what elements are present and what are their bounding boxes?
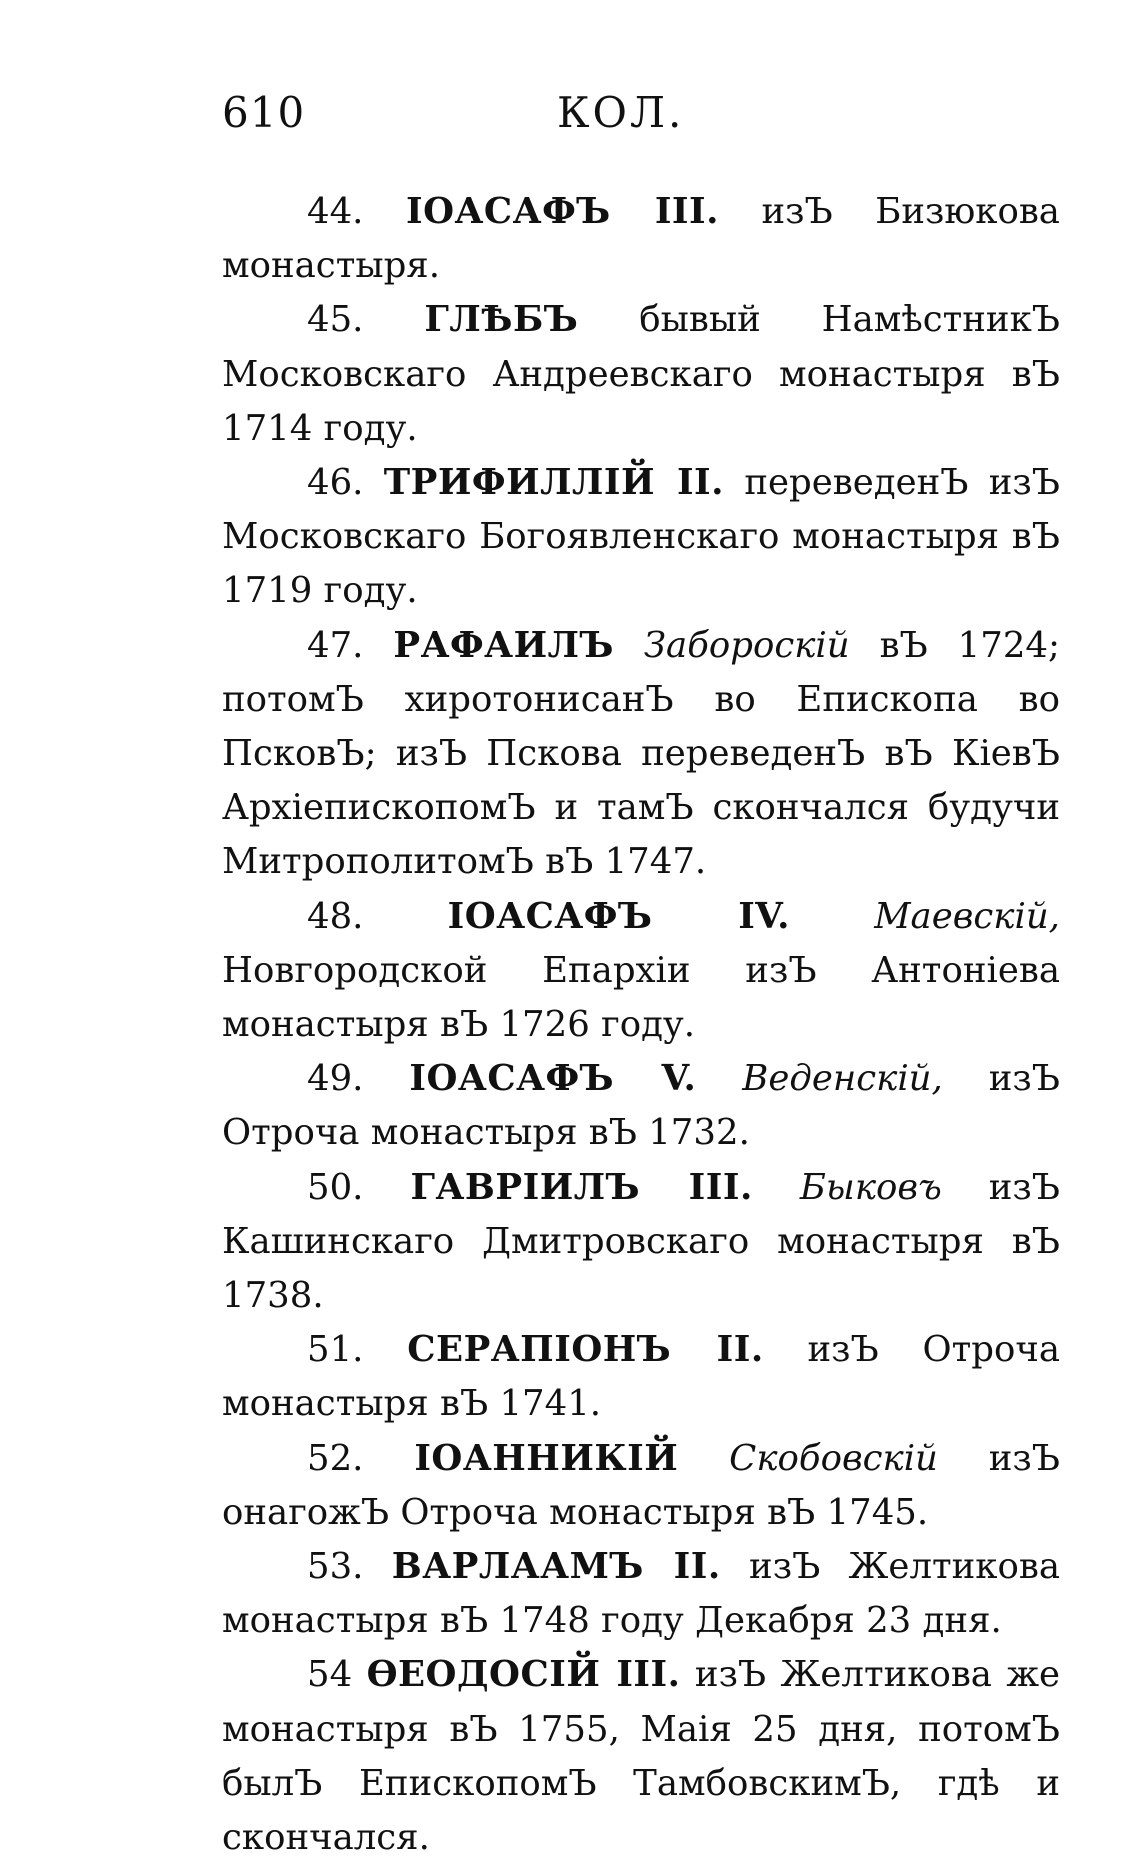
entry-44 [222,185,1060,293]
entry-name: ГАВРIИЛЪ III. [410,1166,753,1208]
entry-name: IОАСАФЪ IV. [447,895,790,937]
running-head: КОЛ. [557,88,685,137]
entry-50 [222,1161,1060,1324]
entry-surname: Скобовскiй [729,1437,938,1479]
entry-surname: Забороскiй [643,624,850,666]
entry-text: переведенЪ изЪ Московскаго Богоявленскаго монастыря вЪ 1719 году. [222,462,1060,612]
entry-46 [222,456,1060,619]
entry-45 [222,293,1060,456]
entry-name: ВАРЛААМЪ II. [391,1546,721,1588]
entry-surname: Маевскiй, [874,895,1060,937]
entry-name: IОАСАФЪ V. [409,1058,697,1100]
entry-number: 48. [307,895,364,937]
entry-text: изЪ Кашинскаго Дмитровскаго монастыря вЪ 1738. [222,1166,1060,1317]
entry-number: 50. [307,1166,364,1208]
entry-number: 49. [307,1058,364,1100]
entry-number: 51. [307,1329,364,1371]
entry-text: изЪ Бизюкова монастыря. [222,191,1060,287]
entry-text: бывый НамѣстникЪ Московскаго Андреевскаго монастыря вЪ 1714 году. [222,299,1060,449]
entry-text: изЪ онагожЪ Отроча монастыря вЪ 1745. [222,1437,1060,1533]
entry-number: 46. [307,462,364,504]
entry-48 [222,890,1060,1053]
entry-surname: Веденскiй, [742,1058,943,1100]
entry-name: СЕРАПIОНЪ II. [407,1329,764,1371]
entry-number: 54 [307,1654,353,1696]
page-header [222,88,1060,148]
entry-53 [222,1540,1060,1648]
entry-name: ѲЕОДОСIЙ III. [366,1654,681,1696]
entry-text: Новгородской Епархiи изЪ Антонiева монастыря вЪ 1726 году. [222,949,1060,1046]
page-number: 610 [222,88,306,137]
entry-number: 44. [307,191,364,232]
entry-name: РАФАИЛЪ [393,624,614,666]
entry-text: изЪ Отроча монастыря вЪ 1732. [222,1058,1060,1154]
entry-54 [222,1648,1060,1865]
entry-number: 52. [307,1437,364,1479]
entry-surname: Быковъ [799,1166,942,1208]
entry-name: ТРИФИЛЛIЙ II. [383,462,725,504]
entry-text: вЪ 1724; потомЪ хиротонисанЪ во Епископа во ПсковЪ; изЪ Пскова переведенЪ вЪ КiевЪ АрхiепископомЪ и тамЪ скончался будучи МитрополитомЪ вЪ 1747. [222,624,1060,883]
entry-47 [222,619,1060,890]
entry-49 [222,1052,1060,1160]
entry-list [222,185,1060,1865]
entry-52 [222,1432,1060,1540]
entry-name: IОАННИКIЙ [414,1437,679,1479]
entry-number: 53. [307,1546,364,1588]
entry-number: 47. [307,624,364,666]
entry-number: 45. [307,299,364,341]
entry-text: изЪ Отроча монастыря вЪ 1741. [222,1329,1060,1425]
entry-text: изЪ Желтикова монастыря вЪ 1748 году Декабря 23 дня. [222,1546,1061,1642]
entry-text: изЪ Желтикова же монастыря вЪ 1755, Маiя 25 дня, потомЪ былЪ ЕпископомЪ ТамбовскимЪ, гдѣ и скончался. [222,1654,1061,1859]
entry-name: ГЛѢБЪ [424,299,579,341]
entry-name: IОАСАФЪ III. [405,191,719,232]
entry-51 [222,1323,1060,1431]
